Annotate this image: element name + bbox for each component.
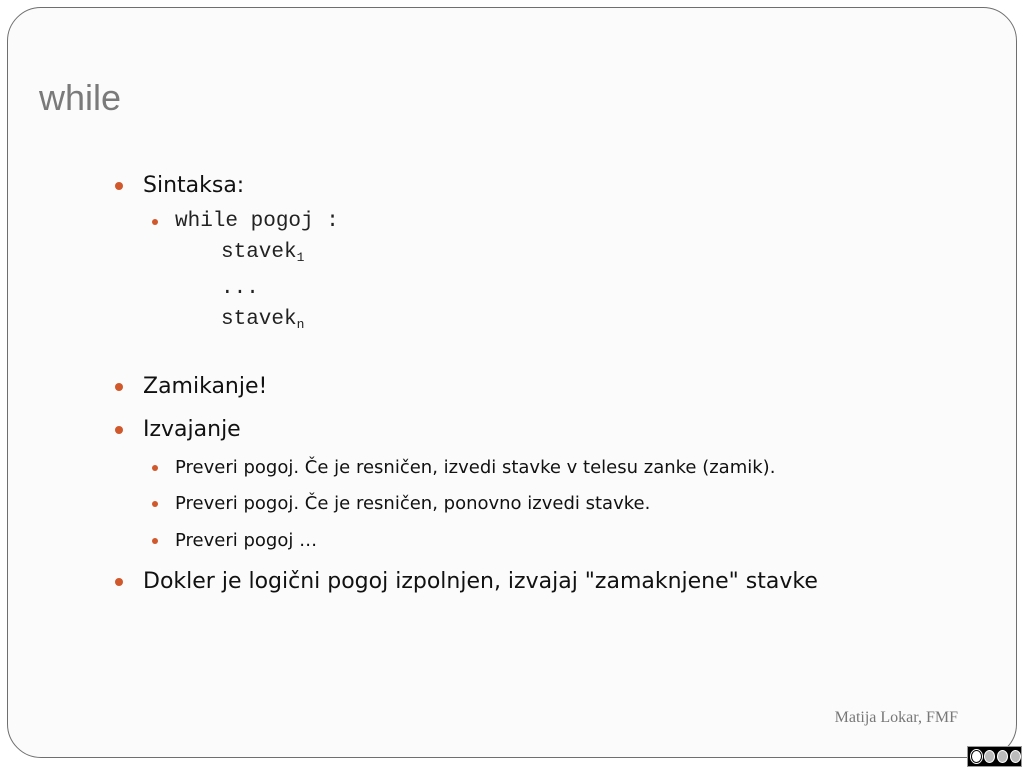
code-line-ellipsis: ... [221, 277, 259, 300]
bullet-syntax: Sintaksa: [143, 173, 245, 198]
code-line-stmt-last: stavek$_n$ [221, 308, 305, 332]
bullet-icon [152, 219, 158, 225]
code-line-stmt-first: stavek$_1$ [221, 241, 305, 265]
bullet-execution: Izvajanje [143, 417, 241, 442]
bullet-conclusion: Dokler je logični pogoj izpolnjen, izvajaj "zamaknjene" stavke [143, 569, 818, 594]
execution-step: Preveri pogoj … [175, 530, 318, 551]
bullet-icon [115, 383, 123, 391]
code-line-while: while pogoj : [175, 210, 339, 233]
bullet-icon [152, 465, 158, 471]
creative-commons-by-nc-sa-icon [967, 746, 1022, 767]
execution-step: Preveri pogoj. Če je resničen, ponovno izvedi stavke. [175, 493, 651, 514]
slide-title: while [39, 77, 122, 118]
bullet-icon [152, 501, 158, 507]
bullet-icon [115, 578, 123, 586]
execution-step: Preveri pogoj. Če je resničen, izvedi stavke v telesu zanke (zamik). [175, 457, 776, 478]
bullet-indent: Zamikanje! [143, 374, 268, 399]
code-block [175, 206, 339, 340]
slide-footer-author: Matija Lokar, FMF [834, 709, 958, 726]
bullet-icon [152, 538, 158, 544]
bullet-icon [115, 426, 123, 434]
bullet-icon [115, 182, 123, 190]
